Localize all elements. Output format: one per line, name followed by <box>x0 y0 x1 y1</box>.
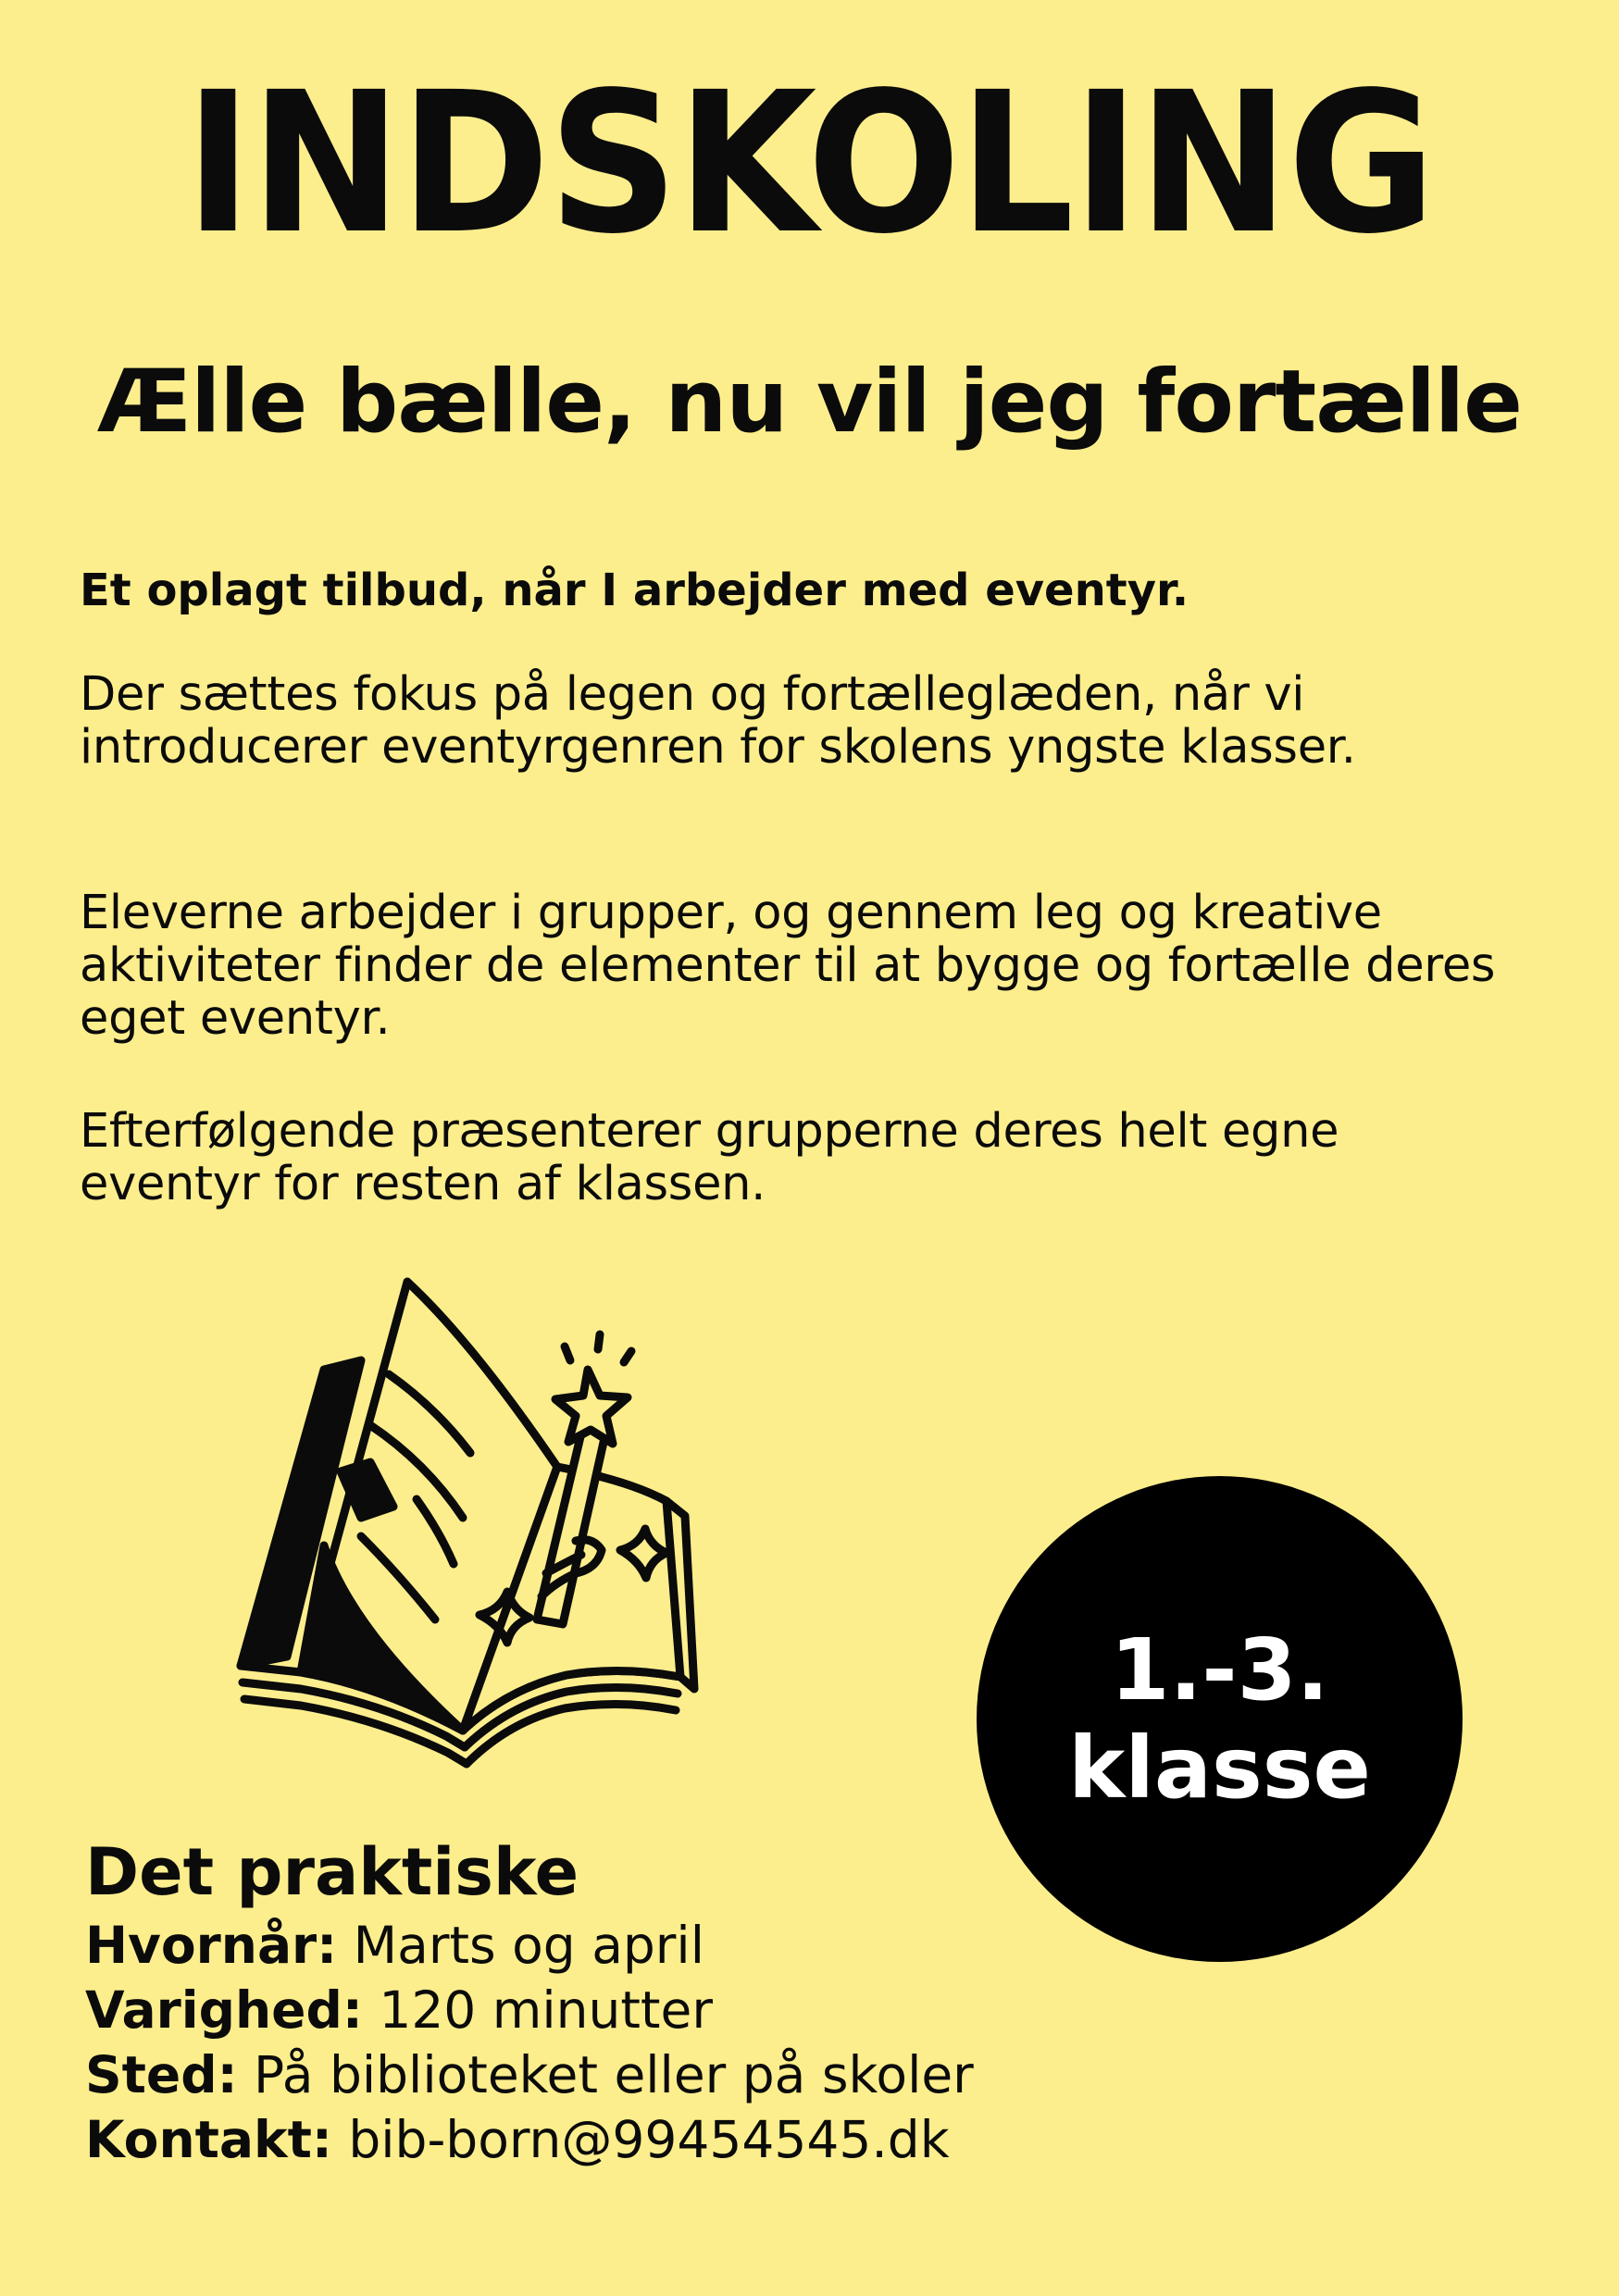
grade-badge <box>977 1476 1463 1962</box>
lead-text: Et oplagt tilbud, når I arbejder med eventyr. <box>80 565 1189 616</box>
info-when-label: Hvornår: <box>85 1916 338 1975</box>
info-duration-label: Varighed: <box>85 1980 363 2040</box>
info-location-label: Sted: <box>85 2045 238 2104</box>
info-duration <box>85 1980 713 2040</box>
info-contact-value: bib-born@99454545.dk <box>331 2110 950 2169</box>
info-location-value: På biblioteket eller på skoler <box>237 2045 974 2104</box>
paragraph-1: Der sættes fokus på legen og fortælleglæden, når vi introducerer eventyrgenren for skolens yngste klasser. <box>80 667 1356 775</box>
info-location <box>85 2045 974 2104</box>
info-when-value: Marts og april <box>337 1916 704 1975</box>
subtitle: Ælle bælle, nu vil jeg fortælle <box>97 352 1522 453</box>
info-contact <box>85 2110 950 2169</box>
badge-grade-label: klasse <box>1068 1718 1371 1818</box>
info-duration-value: 120 minutter <box>362 1980 713 2040</box>
practical-heading: Det praktiske <box>85 1834 579 1910</box>
page-title: INDSKOLING <box>184 50 1435 277</box>
paragraph-3: Efterfølgende præsenterer grupperne deres helt egne eventyr for resten af klassen. <box>80 1104 1339 1211</box>
open-book-with-magic-wand-icon <box>231 1268 805 1842</box>
info-contact-label: Kontakt: <box>85 2110 332 2169</box>
paragraph-2: Eleverne arbejder i grupper, og gennem leg og kreative aktiviteter finder de elementer til at bygge og fortælle deres eget eventyr. <box>80 886 1496 1046</box>
badge-grade-range: 1.-3. <box>1110 1620 1329 1719</box>
info-when <box>85 1916 704 1975</box>
